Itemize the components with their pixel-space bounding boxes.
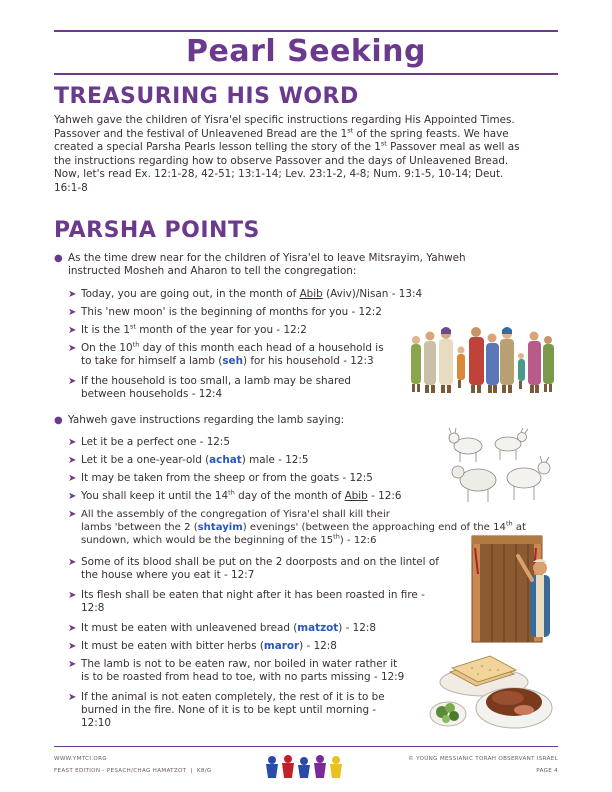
person-figure: [528, 332, 541, 394]
goat-figure: [449, 428, 482, 462]
arrow-icon: ➤: [68, 590, 77, 601]
logo-figure: [266, 756, 278, 778]
arrow-icon: ➤: [68, 557, 77, 568]
arrow-icon: ➤: [68, 289, 77, 300]
person-figure: [469, 327, 484, 393]
arrow-icon: ➤: [68, 455, 77, 466]
person-figure: [411, 336, 421, 392]
footer-edition: FEAST EDITION - PESACH/CHAG HAMATZOT | K8/G: [54, 768, 212, 774]
intro-line: Now, let's read Ex. 12:1-28, 42-51; 13:1-14; Lev. 23:1-2, 4-8; Num. 9:1-5, 10-14; Deut.: [54, 168, 504, 181]
person-figure: [424, 332, 436, 394]
footer-rule: [54, 746, 558, 747]
sheep-figure: [452, 466, 496, 502]
arrow-icon: ➤: [68, 623, 77, 634]
bitter-herbs-figure: [430, 702, 466, 726]
top-rule: [54, 30, 558, 32]
intro-line: 16:1-8: [54, 181, 88, 194]
title-underline: [54, 73, 558, 75]
person-figure: [486, 334, 499, 394]
page-title: Pearl Seeking: [186, 34, 426, 69]
doorpost-illustration: [470, 534, 556, 644]
person-figure: [518, 353, 525, 389]
arrow-icon: ➤: [68, 641, 77, 652]
crowd-illustration: [408, 316, 556, 398]
arrow-icon: ➤: [68, 437, 77, 448]
arrow-icon: ➤: [68, 659, 77, 670]
person-figure: [457, 347, 465, 389]
section-heading-parsha-points: PARSHA POINTS: [54, 218, 260, 243]
footer-page-number: PAGE 4: [536, 768, 558, 774]
arrow-icon: ➤: [68, 473, 77, 484]
goat-figure: [495, 428, 528, 460]
arrow-icon: ➤: [68, 491, 77, 502]
logo-figure: [282, 755, 294, 778]
person-figure: [500, 327, 514, 393]
intro-paragraph: [54, 114, 554, 196]
arrow-icon: ➤: [68, 325, 77, 336]
bullet-dot-icon: ●: [54, 415, 63, 426]
bullet-dot-icon: ●: [54, 253, 63, 264]
intro-line: created a special Parsha Pearls lesson telling the story of the 1st Passover meal as well as: [54, 139, 520, 154]
section-heading-treasuring: TREASURING HIS WORD: [54, 84, 359, 109]
sheep-goats-illustration: [446, 428, 556, 508]
arrow-icon: ➤: [68, 307, 77, 318]
intro-line: Passover and the festival of Unleavened Bread are the 1st of the spring feasts. We have: [54, 126, 509, 140]
footer-copyright: © YOUNG MESSIANIC TORAH OBSERVANT ISRAEL: [408, 756, 558, 762]
person-figure: [439, 327, 453, 393]
footer-website: WWW.YMTCI.ORG: [54, 756, 107, 762]
intro-line: the instructions regarding how to observe Passover and the days of Unleavened Bread.: [54, 154, 509, 167]
logo-figure: [298, 757, 310, 778]
logo-figure: [330, 756, 342, 778]
person-figure: [543, 336, 554, 392]
arrow-icon: ➤: [68, 692, 77, 703]
arrow-icon: ➤: [68, 509, 77, 520]
goat-figure: [507, 456, 550, 500]
intro-line: Yahweh gave the children of Yisra'el specific instructions regarding His Appointed Times.: [54, 114, 515, 126]
arrow-icon: ➤: [68, 343, 77, 354]
arrow-icon: ➤: [68, 376, 77, 387]
roast-lamb-figure: [486, 688, 542, 716]
logo-figures: [264, 754, 348, 780]
passover-meal-illustration: [428, 642, 554, 734]
logo-figure: [314, 755, 326, 778]
